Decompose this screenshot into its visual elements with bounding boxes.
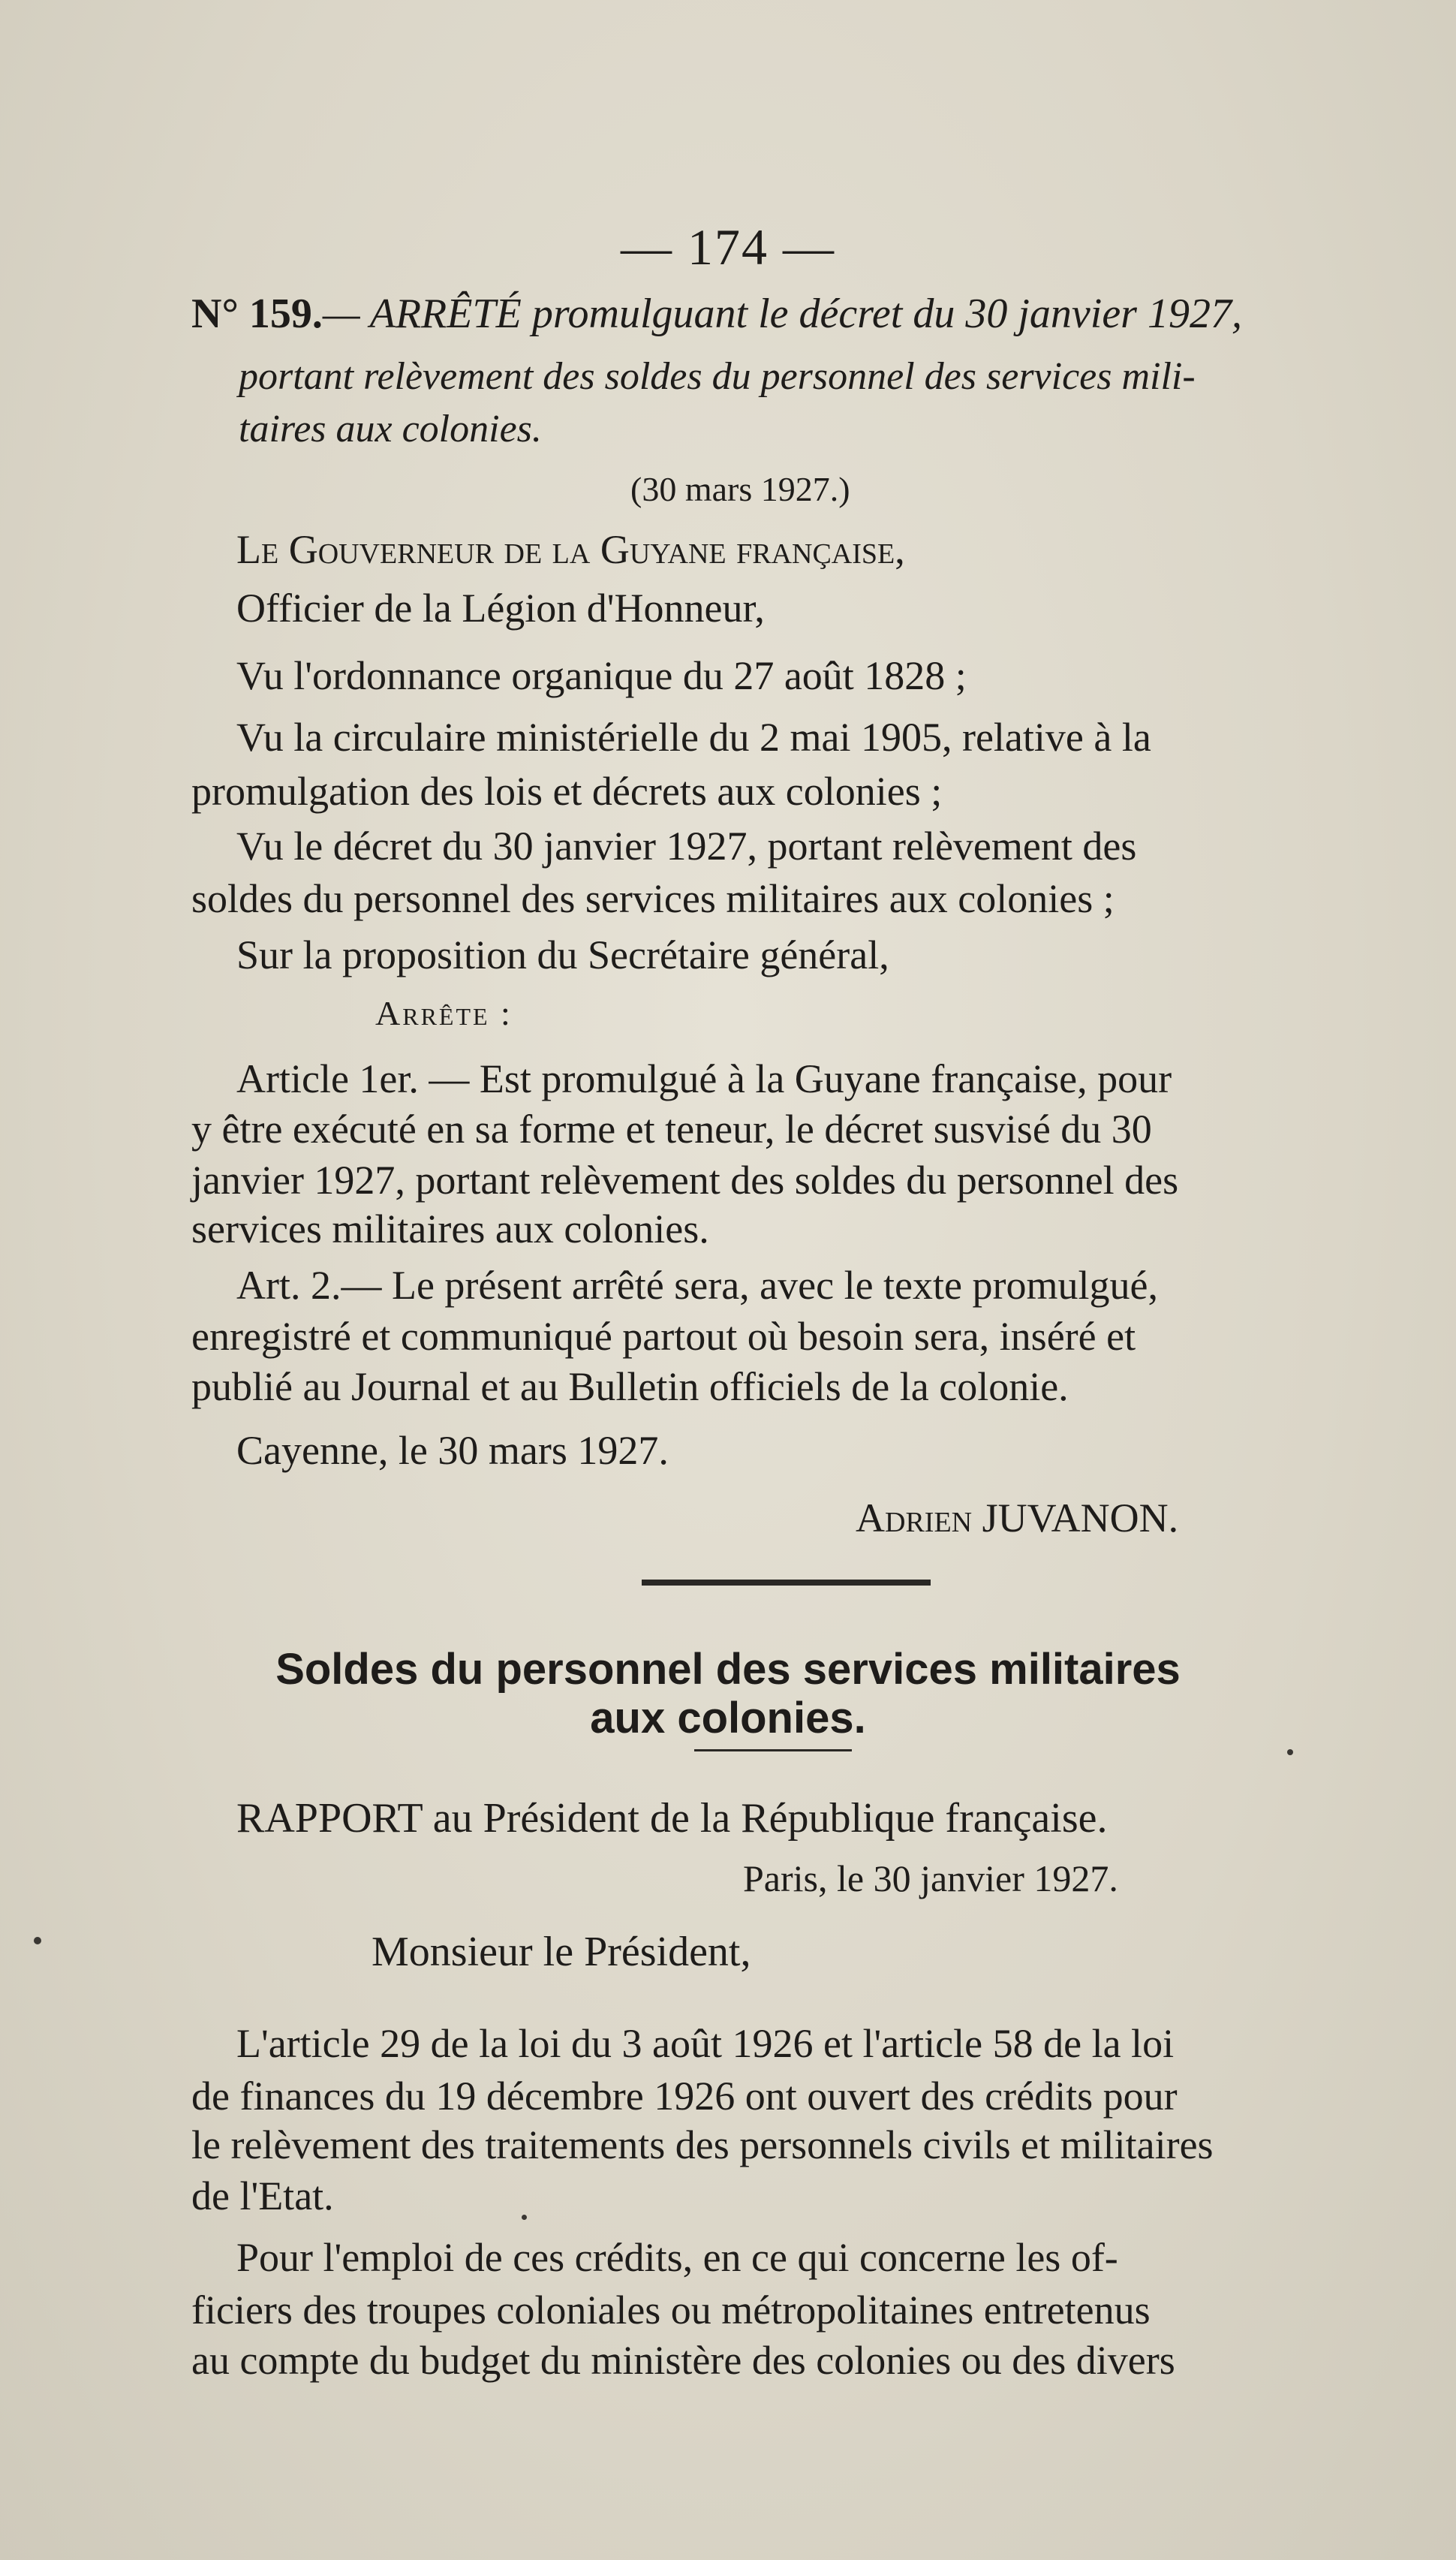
signature-last-name: JUVANON. (982, 1495, 1179, 1541)
article2-line-1: Art. 2.— Le présent arrêté sera, avec le texte promulgué, (236, 1263, 1158, 1308)
divider-thick (642, 1580, 931, 1586)
preamble-line-8: Sur la proposition du Secrétaire général, (236, 932, 889, 977)
preamble-line-3: Vu l'ordonnance organique du 27 août 1828 ; (236, 653, 967, 698)
article2-line-2: enregistré et communiqué partout où besoin sera, inséré et (191, 1314, 1136, 1359)
preamble-line-4: Vu la circulaire ministérielle du 2 mai 1905, relative à la (236, 715, 1151, 760)
arrete-date: (30 mars 1927.) (630, 470, 850, 508)
rapport-p2-line-2: ficiers des troupes coloniales ou métropolitaines entretenus (191, 2287, 1151, 2333)
signature (856, 1494, 1178, 1542)
rapport-p1-line-4: de l'Etat. (191, 2173, 334, 2218)
section-heading-line-1: Soldes du personnel des services militaires (275, 1645, 1181, 1694)
rapport-p1-line-3: le relèvement des traitements des personnels civils et militaires (191, 2122, 1214, 2167)
article1-line-3: janvier 1927, portant relèvement des soldes du personnel des (191, 1158, 1179, 1203)
arrete-title-line-2: portant relèvement des soldes du personnel des services mili- (239, 355, 1196, 398)
divider-thin (694, 1749, 852, 1751)
rapport-p2-line-1: Pour l'emploi de ces crédits, en ce qui concerne les of- (236, 2235, 1118, 2280)
rapport-salutation: Monsieur le Président, (372, 1929, 751, 1975)
rapport-p2-line-3: au compte du budget du ministère des colonies ou des divers (191, 2338, 1175, 2383)
rapport-place-date: Paris, le 30 janvier 1927. (743, 1857, 1118, 1899)
article1-line-2: y être exécuté en sa forme et teneur, le décret susvisé du 30 (191, 1107, 1152, 1152)
arrete-header (191, 290, 1242, 338)
article1-line-1: Article 1er. — Est promulgué à la Guyane française, pour (236, 1056, 1172, 1101)
preamble-line-2: Officier de la Légion d'Honneur, (236, 586, 765, 631)
paper-speck (1287, 1749, 1293, 1755)
preamble-line-5: promulgation des lois et décrets aux colonies ; (191, 769, 943, 814)
rapport-p1-line-2: de finances du 19 décembre 1926 ont ouvert des crédits pour (191, 2074, 1178, 2119)
article2-line-3: publié au Journal et au Bulletin officiels de la colonie. (191, 1364, 1069, 1409)
signature-first-name: Adrien (856, 1495, 973, 1541)
preamble-line-1: Le Gouverneur de la Guyane française, (236, 527, 905, 572)
arrete-word: Arrête : (375, 994, 513, 1032)
arrete-label: — ARRÊTÉ (322, 291, 522, 337)
paper-speck (34, 1937, 41, 1944)
preamble-line-7: soldes du personnel des services militaires aux colonies ; (191, 876, 1115, 921)
arrete-title-line-3: taires aux colonies. (239, 408, 542, 450)
arrete-title-line-1: promulguant le décret du 30 janvier 1927, (531, 291, 1242, 337)
preamble-line-6: Vu le décret du 30 janvier 1927, portant relèvement des (236, 824, 1137, 869)
paper-speck (522, 2215, 527, 2220)
section-heading-line-2: aux colonies. (590, 1694, 866, 1742)
page-number: — 174 — (621, 218, 835, 276)
rapport-title: RAPPORT au Président de la République française. (236, 1795, 1108, 1842)
article1-line-4: services militaires aux colonies. (191, 1206, 709, 1251)
rapport-p1-line-1: L'article 29 de la loi du 3 août 1926 et l'article 58 de la loi (236, 2021, 1175, 2066)
arrete-number: N° 159. (191, 291, 323, 337)
place-date: Cayenne, le 30 mars 1927. (236, 1428, 669, 1473)
